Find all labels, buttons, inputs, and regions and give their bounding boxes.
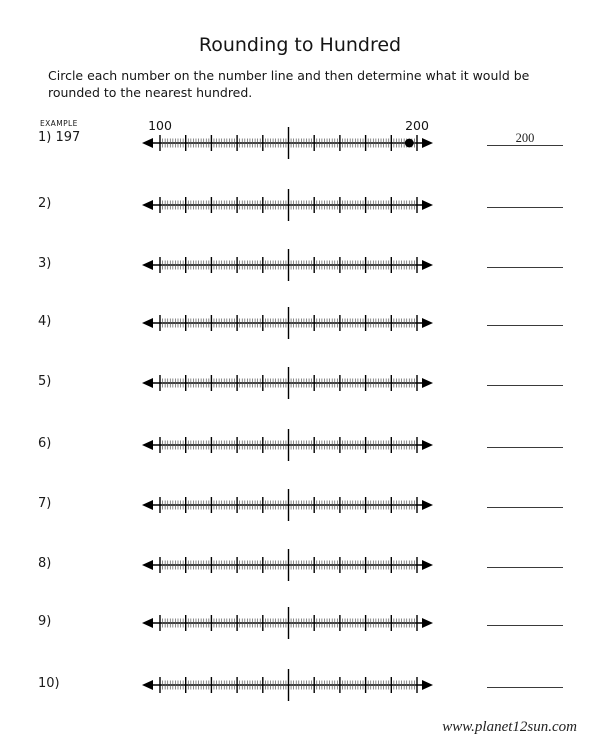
problem-row (0, 417, 600, 473)
number-line (140, 177, 435, 233)
problem-number: 8) (38, 556, 52, 571)
answer-blank-line (487, 567, 563, 568)
problem-row (0, 537, 600, 593)
answer-area (487, 355, 563, 411)
number-line (140, 537, 435, 593)
number-line (140, 417, 435, 473)
answer-blank-line (487, 447, 563, 448)
problem-number: 3) (38, 256, 52, 271)
problem-number: 9) (38, 614, 52, 629)
number-line (140, 595, 435, 651)
number-line-end-label: 200 (405, 118, 429, 133)
answer-area (487, 657, 563, 713)
number-line (140, 657, 435, 713)
answer-blank-line (487, 687, 563, 688)
problem-row (0, 595, 600, 651)
problem-number: 2) (38, 196, 52, 211)
example-label: EXAMPLE (40, 119, 78, 128)
answer-blank-line (487, 625, 563, 626)
problem-number: 4) (38, 314, 52, 329)
answer-blank-line (487, 507, 563, 508)
watermark-url: www.planet12sun.com (442, 719, 577, 735)
problem-row (0, 115, 600, 171)
answer-blank-line (487, 385, 563, 386)
plotted-point (405, 139, 414, 148)
page-title: Rounding to Hundred (198, 34, 402, 56)
problem-number: 7) (38, 496, 52, 511)
answer-area (487, 295, 563, 351)
problem-row (0, 295, 600, 351)
answer-area (487, 177, 563, 233)
number-line (140, 237, 435, 293)
problem-number: 5) (38, 374, 52, 389)
number-line (140, 295, 435, 351)
answer-area (487, 537, 563, 593)
problem-number: 10) (38, 676, 60, 691)
answer-value: 200 (515, 131, 535, 145)
number-line (140, 115, 435, 171)
answer-area (487, 417, 563, 473)
answer-blank-line (487, 207, 563, 208)
problem-number: 6) (38, 436, 52, 451)
problem-row (0, 477, 600, 533)
problem-row (0, 355, 600, 411)
answer-blank-line (487, 267, 563, 268)
problem-row (0, 177, 600, 233)
answer-area (487, 595, 563, 651)
answer-area (487, 115, 563, 171)
answer-area (487, 477, 563, 533)
problem-row (0, 237, 600, 293)
number-line (140, 477, 435, 533)
answer-area (487, 237, 563, 293)
problem-row (0, 657, 600, 713)
answer-blank-line (487, 325, 563, 326)
instructions-text: Circle each number on the number line and then determine what it would be rounded to the nearest hundred. (48, 68, 530, 100)
number-line-start-label: 100 (148, 118, 172, 133)
number-line (140, 355, 435, 411)
problem-number: 1) 197 (38, 130, 81, 145)
answer-blank-line (487, 145, 563, 146)
